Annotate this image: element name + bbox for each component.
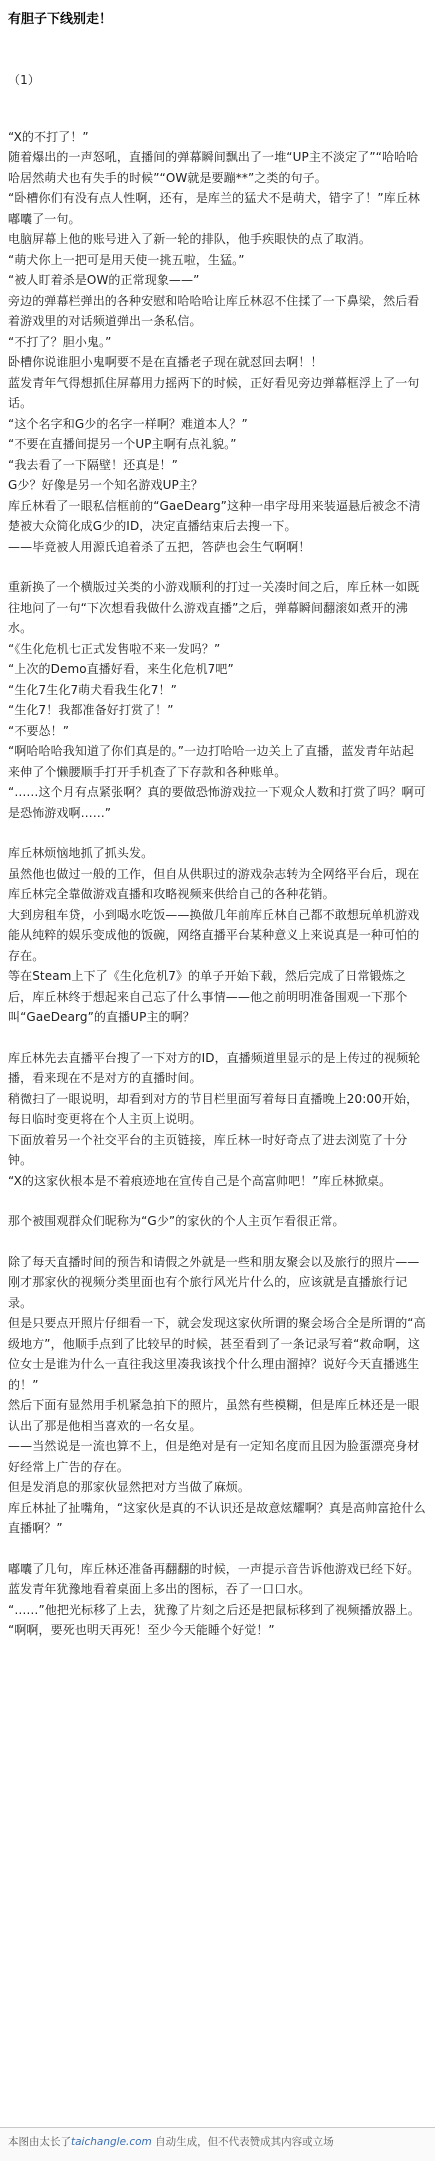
paragraph: 库丘林烦恼地抓了抓头发。 [8,846,154,860]
paragraph: 除了每天直播时间的预告和请假之外就是一些和朋友聚会以及旅行的照片——刚才那家伙的视频分类里面也有个旅行风光片什么的，应该就是直播旅行记录。 [8,1254,420,1310]
document-title: 有胆子下线别走！ [8,12,113,27]
paragraph: “啊啊，要死也明天再死！至少今天能睡个好觉！” [8,1623,275,1637]
paragraph: 那个被围观群众们昵称为“G少”的家伙的个人主页乍看很正常。 [8,1214,345,1228]
paragraph: “生化7生化7萌犬看我生化7！” [8,682,177,697]
footer-site-link[interactable]: taichangle.com [71,2136,152,2148]
paragraph: G少？好像是另一个知名游戏UP主？ [8,478,204,492]
paragraph: “《生化危机七正式发售啦不来一发吗？” [8,641,221,656]
paragraph: 库丘林先去直播平台搜了一下对方的ID，直播频道里显示的是上传过的视频轮播，看来现在不是对方的直播时间。 [8,1050,421,1085]
paragraph: 电脑屏幕上他的账号进入了新一轮的排队，他手疾眼快的点了取消。 [8,232,372,246]
footer-credit [0,2127,435,2161]
paragraph: 然后下面有显然用手机紧急拍下的照片，虽然有些模糊，但是库丘林还是一眼认出了那是他相当喜欢的一名女星。 [8,1398,420,1433]
paragraph: 蓝发青年犹豫地看着桌面上多出的图标，吞了一口口水。 [8,1582,311,1596]
paragraph: “……”他把光标移了上去，犹豫了片刻之后还是把鼠标移到了视频播放器上。 [8,1602,420,1617]
paragraph: “不要在直播间提另一个UP主啊有点礼貌。” [8,437,237,451]
paragraph: ——当然说是一流也算不上，但是绝对是有一定知名度而且因为脸蛋漂亮身材好经常上广告的存在。 [8,1439,420,1474]
paragraph: “我去看了一下隔壁！还真是！” [8,457,178,472]
paragraph: 库丘林看了一眼私信框前的“GaeDearg”这种一串字母用来装逼悬后被念不清楚被大众简化成G少的ID，决定直播结束后去搜一下。 [8,498,421,533]
footer-suffix: 自动生成，但不代表赞成其内容或立场 [151,2136,334,2148]
paragraph: 蓝发青年气得想抓住屏幕用力摇两下的时候，正好看见旁边弹幕框浮上了一句话。 [8,375,420,410]
footer-prefix: 本图由太长了 [8,2136,71,2148]
paragraph: “不打了？胆小鬼。” [8,334,112,349]
paragraph: 大到房租车贷，小到喝水吃饭——换做几年前库丘林自己都不敢想玩单机游戏能从纯粹的娱乐变成他的饭碗，网络直播平台某种意义上来说真是一种可怕的存在。 [8,907,420,963]
paragraph: 卧槽你说谁胆小鬼啊要不是在直播老子现在就怼回去啊！！ [8,355,323,369]
paragraph: “啊哈哈哈我知道了你们真是的。”一边打哈哈一边关上了直播，蓝发青年站起来伸了个懒腰顺手打开手机查了下存款和各种账单。 [8,744,414,779]
paragraph: “X的不打了！” [8,129,89,144]
paragraph: 但是发消息的那家伙显然把对方当做了麻烦。 [8,1480,251,1494]
paragraph: “萌犬你上一把可是用天使一挑五啦，生猛。” [8,252,245,267]
paragraph: 库丘林扯了扯嘴角，“这家伙是真的不认识还是故意炫耀啊？真是高帅富抢什么直播啊？” [8,1500,426,1535]
paragraph: 虽然他也做过一般的工作，但自从供职过的游戏杂志转为全网络平台后，现在库丘林完全靠做游戏直播和攻略视频来供给自己的各种花销。 [8,866,420,901]
paragraph: “生化7！我都准备好打赏了！” [8,703,174,717]
paragraph: “……这个月有点紧张啊？真的要做恐怖游戏拉一下观众人数和打赏了吗？啊可是恐怖游戏啊……” [8,785,426,820]
paragraph: “这个名字和G少的名字一样啊？难道本人？” [8,416,248,431]
paragraph: “不要怂！” [8,723,70,738]
paragraph-list [8,127,426,1641]
paragraph: 等在Steam上下了《生化危机7》的单子开始下载，然后完成了日常锻炼之后，库丘林终于想起来自己忘了什么事情——他之前明明准备围观一下那个叫“GaeDearg”的直播UP主的啊？ [8,969,408,1024]
paragraph: “卧槽你们有没有点人性啊，还有，是库兰的猛犬不是萌犬，错字了！”库丘林嘟囔了一句。 [8,191,420,226]
paragraph: 旁边的弹幕栏弹出的各种安慰和哈哈哈让库丘林忍不住揉了一下鼻梁，然后看着游戏里的对话频道弹出一条私信。 [8,293,420,328]
paragraph: 重新换了一个横版过关类的小游戏顺利的打过一关凑时间之后，库丘林一如既往地问了一句“下次想看我做什么游戏直播”之后，弹幕瞬间翻滚如煮开的沸水。 [8,580,420,635]
paragraph: 稍微扫了一眼说明，却看到对方的节目栏里面写着每日直播晚上20:00开始，每日临时变更将在个人主页上说明。 [8,1091,419,1126]
paragraph: “X的这家伙根本是不着痕迹地在宣传自己是个高富帅吧！”库丘林掀桌。 [8,1173,392,1188]
chapter-heading: （1） [8,73,40,87]
paragraph: 随着爆出的一声怒吼，直播间的弹幕瞬间飘出了一堆“UP主不淡定了”“哈哈哈哈居然萌犬也有失手的时候”“OW就是要蹦**”之类的句子。 [8,150,419,185]
paragraph: 嘟囔了几句，库丘林还准备再翻翻的时候，一声提示音告诉他游戏已经下好。 [8,1561,420,1576]
paragraph: 下面放着另一个社交平台的主页链接，库丘林一时好奇点了进去浏览了十分钟。 [8,1132,408,1167]
article-body [8,70,426,1641]
paragraph: “上次的Demo直播好看，来生化危机7吧” [8,662,234,676]
paragraph: 但是只要点开照片仔细看一下，就会发现这家伙所谓的聚会场合全是所谓的“高级地方”，他顺手点到了比较早的时候，甚至看到了一条记录写着“救命啊，这位女士是谁为什么一直往我这里凑我该找个什么理由溜掉？说好今天直播逃生的！” [8,1316,426,1392]
paragraph: “被人盯着杀是OW的正常现象——” [8,273,200,287]
paragraph: ——毕竟被人用源氏追着杀了五把，答萨也会生气啊啊！ [8,539,311,554]
